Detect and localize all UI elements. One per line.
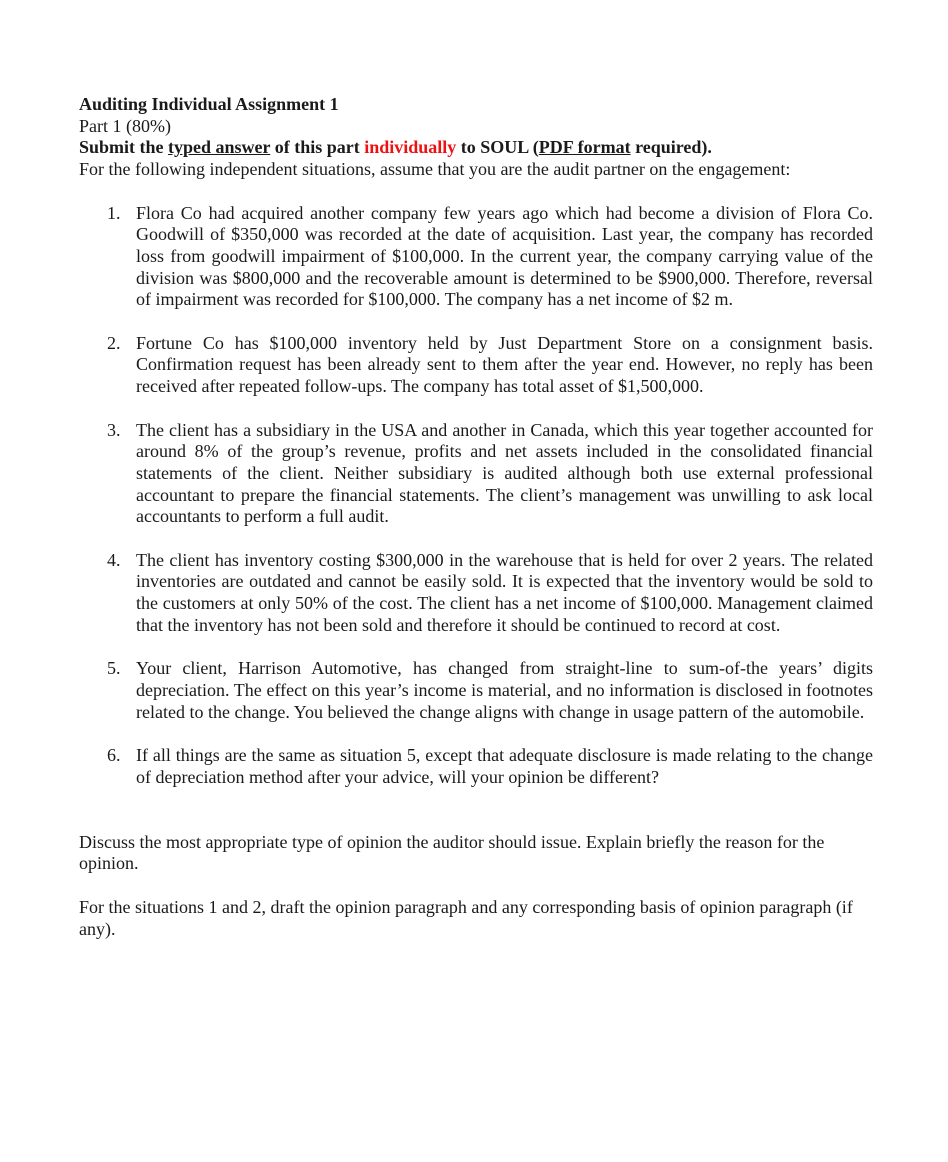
list-item xyxy=(79,745,873,788)
draft-instruction: For the situations 1 and 2, draft the opinion paragraph and any corresponding basis of opinion paragraph (if any). xyxy=(79,896,853,939)
part-label: Part 1 (80%) xyxy=(79,115,171,136)
intro-text: For the following independent situations, assume that you are the audit partner on the engagement: xyxy=(79,159,791,180)
item-text: Your client, Harrison Automotive, has changed from straight-line to sum-of-the years’ digits depreciation. The effect on this year’s income is material, and no information is disclosed in footnotes related to the change. You believed the change aligns with change in usage pattern of the automobile. xyxy=(136,658,873,722)
discuss-instruction: Discuss the most appropriate type of opinion the auditor should issue. Explain briefly the reason for the opinion. xyxy=(79,831,825,874)
item-number: 4. xyxy=(107,549,121,570)
item-number: 1. xyxy=(107,202,121,223)
instruction-pdf-format: PDF format xyxy=(538,137,631,158)
situations-list xyxy=(79,203,873,789)
document-title: Auditing Individual Assignment 1 xyxy=(79,94,339,114)
instruction-text: of this part xyxy=(270,137,365,158)
list-item xyxy=(79,550,873,637)
submission-instruction xyxy=(79,137,873,159)
instruction-typed-answer: typed answer xyxy=(168,137,271,158)
item-text: Fortune Co has $100,000 inventory held by Just Department Store on a consignment basis. Confirmation request has been already sent to them after the year end. However, no reply has been received after repeated follow-ups. The company has total asset of $1,500,000. xyxy=(136,332,873,397)
list-item xyxy=(79,203,873,312)
list-item xyxy=(79,658,873,723)
list-item xyxy=(79,333,873,398)
instruction-text: Submit the xyxy=(79,137,169,158)
item-number: 6. xyxy=(107,745,121,765)
item-text: Flora Co had acquired another company few years ago which had become a division of Flora Co. Goodwill of $350,000 was recorded at the date of acquisition. Last year, the company has recorded loss from goodwill impairment of $100,000. In the current year, the company carrying value of the division was $800,000 and the recoverable amount is determined to be $900,000. Therefore, reversal of impairment was recorded for $100,000. The company has a net income of $2 m. xyxy=(136,202,873,310)
item-text: If all things are the same as situation 5, except that adequate disclosure is made relating to the change of depreciation method after your advice, will your opinion be different? xyxy=(136,745,873,787)
instruction-text: to SOUL ( xyxy=(456,137,539,158)
item-text: The client has a subsidiary in the USA and another in Canada, which this year together accounted for around 8% of the group’s revenue, profits and net assets included in the consolidated financial statements of the client. Neither subsidiary is audited although both use external professional accountant to prepare the financial statements. The client’s management was unwilling to ask local accountants to perform a full audit. xyxy=(136,419,873,527)
list-item xyxy=(79,420,873,529)
instruction-text: required). xyxy=(630,137,712,158)
document-page xyxy=(79,94,873,962)
instruction-individually: individually xyxy=(364,137,457,158)
item-number: 5. xyxy=(107,658,121,679)
item-number: 2. xyxy=(107,332,121,353)
item-text: The client has inventory costing $300,000 in the warehouse that is held for over 2 years. The related inventories are outdated and cannot be easily sold. It is expected that the inventory would be sold to the customers at only 50% of the cost. The client has a net income of $100,000. Management claimed that the inventory has not been sold and therefore it should be continued to record at cost. xyxy=(136,549,873,635)
item-number: 3. xyxy=(107,419,121,440)
